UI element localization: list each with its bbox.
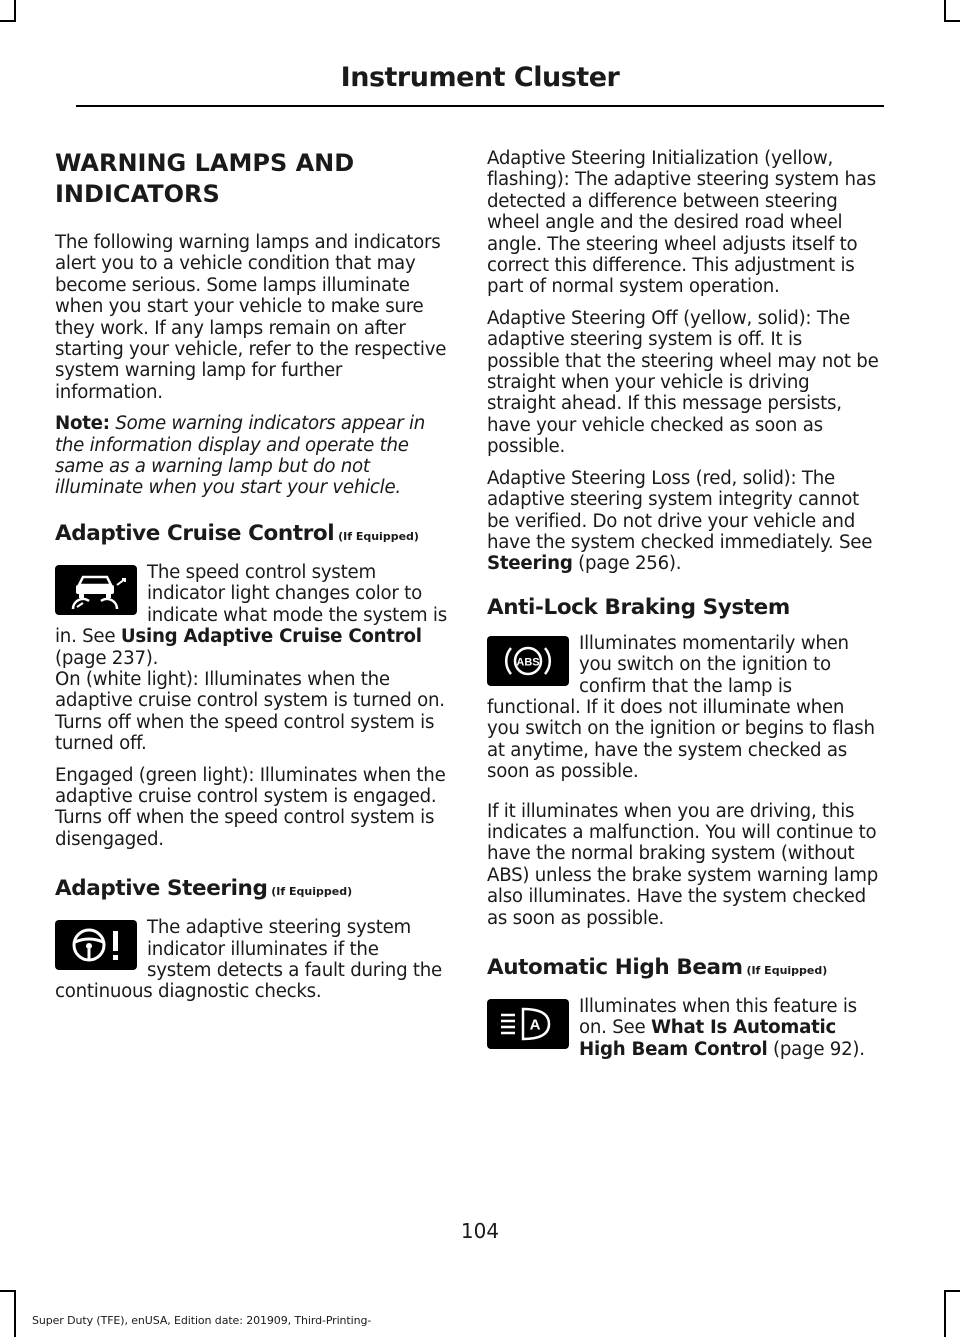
page-header-title: Instrument Cluster [340, 62, 620, 93]
abs-paragraph-1: Illuminates momentarily when you switch on the ignition to confirm that the lamp is functional. If it does not illuminate when you switch on the ignition or begins to flash at anytime, have the system checked as soon as possible. [487, 632, 875, 783]
abs-icon-label: ABS [516, 656, 540, 669]
footer-text: Super Duty (TFE), enUSA, Edition date: 201909, Third-Printing- [32, 1314, 372, 1327]
section-heading: WARNING LAMPS AND INDICATORS [55, 149, 355, 208]
acc-block [55, 562, 447, 669]
page-number: 104 [460, 1219, 500, 1243]
ahb-equipped: (If Equipped) [742, 964, 828, 977]
crop-mark [14, 1290, 16, 1337]
adaptive-cruise-icon [55, 565, 137, 615]
crop-mark [0, 20, 16, 22]
abs-paragraph-2: If it illuminates when you are driving, this indicates a malfunction. You will continue to have the normal braking system (without ABS) unless the brake system warning lamp also illuminates. Have the system checked as soon as possible. [487, 800, 879, 929]
steering-paragraph: The adaptive steering system indicator illuminates if the system detects a fault during the continuous diagnostic checks. [55, 917, 442, 1003]
steering-off-paragraph: Adaptive Steering Off (yellow, solid): The adaptive steering system is off. It is possible that the steering wheel may not be straight when your vehicle is driving straight ahead. If this message persists, have your vehicle checked as soon as possible. [487, 307, 879, 458]
acc-heading [55, 521, 447, 550]
steering-loss-paragraph [487, 468, 879, 575]
ahb-title: Automatic High Beam [487, 955, 743, 980]
crop-mark [944, 20, 960, 22]
note-paragraph [55, 413, 447, 499]
ahb-heading [487, 955, 879, 984]
intro-paragraph: The following warning lamps and indicators alert you to a vehicle condition that may become serious. Some lamps illuminate when you start your vehicle to make sure they work. If any lamps remain on after starting your vehicle, refer to the respective system warning lamp for further information. [55, 232, 447, 403]
acc-on-paragraph: On (white light): Illuminates when the adaptive cruise control system is turned on. Turns off when the speed control system is turned off. [55, 668, 445, 755]
steering-title: Adaptive Steering [55, 876, 268, 902]
steering-init-paragraph: Adaptive Steering Initialization (yellow, flashing): The adaptive steering system has detected a difference between steering wheel angle and the desired road wheel angle. The steering wheel adjusts itself to correct this difference. This adjustment is part of normal system operation. [487, 148, 876, 298]
ahb-block [487, 996, 879, 1060]
header-divider [76, 105, 884, 107]
note-text: Some warning indicators appear in the information display and operate the same as a warning lamp but do not illuminate when you start your vehicle. [55, 413, 426, 499]
crop-mark [14, 0, 16, 22]
steering-warning-icon [55, 920, 137, 970]
abs-block [487, 633, 879, 783]
acc-title: Adaptive Cruise Control [55, 520, 335, 546]
right-column [487, 148, 879, 1060]
steering-heading [55, 876, 447, 905]
crop-mark [944, 1290, 946, 1337]
acc-engaged-paragraph: Engaged (green light): Illuminates when the adaptive cruise control system is engaged. Turns off when the speed control system is disengaged. [55, 764, 446, 850]
acc-reference-link[interactable]: Using Adaptive Cruise Control [120, 626, 422, 648]
abs-icon [487, 636, 569, 686]
crop-mark [944, 1290, 960, 1292]
ahb-page-ref: (page 92). [767, 1038, 865, 1060]
acc-equipped: (If Equipped) [334, 529, 419, 543]
steering-reference-link[interactable]: Steering [487, 553, 573, 575]
ahb-text: Illuminates when this feature is on. See [579, 996, 857, 1039]
acc-page-ref: (page 237). [55, 647, 159, 669]
steering-loss-page-ref: (page 256). [572, 553, 682, 575]
crop-mark [944, 0, 946, 22]
note-label: Note: [55, 413, 110, 435]
auto-high-beam-icon [487, 999, 569, 1049]
acc-text: The speed control system indicator light changes color to indicate what mode the system is in. See [55, 561, 447, 648]
steering-loss-text: Adaptive Steering Loss (red, solid): The adaptive steering system integrity cannot be verified. Do not drive your vehicle and have the system checked immediately. See [487, 467, 873, 553]
abs-heading: Anti-Lock Braking System [487, 594, 790, 620]
ahb-icon-label: A [529, 1016, 541, 1034]
left-column [55, 148, 447, 1003]
ahb-reference-link[interactable]: What Is Automatic High Beam Control [579, 1017, 837, 1060]
crop-mark [0, 1290, 16, 1292]
steering-equipped: (If Equipped) [267, 885, 353, 899]
steering-block [55, 917, 447, 1003]
